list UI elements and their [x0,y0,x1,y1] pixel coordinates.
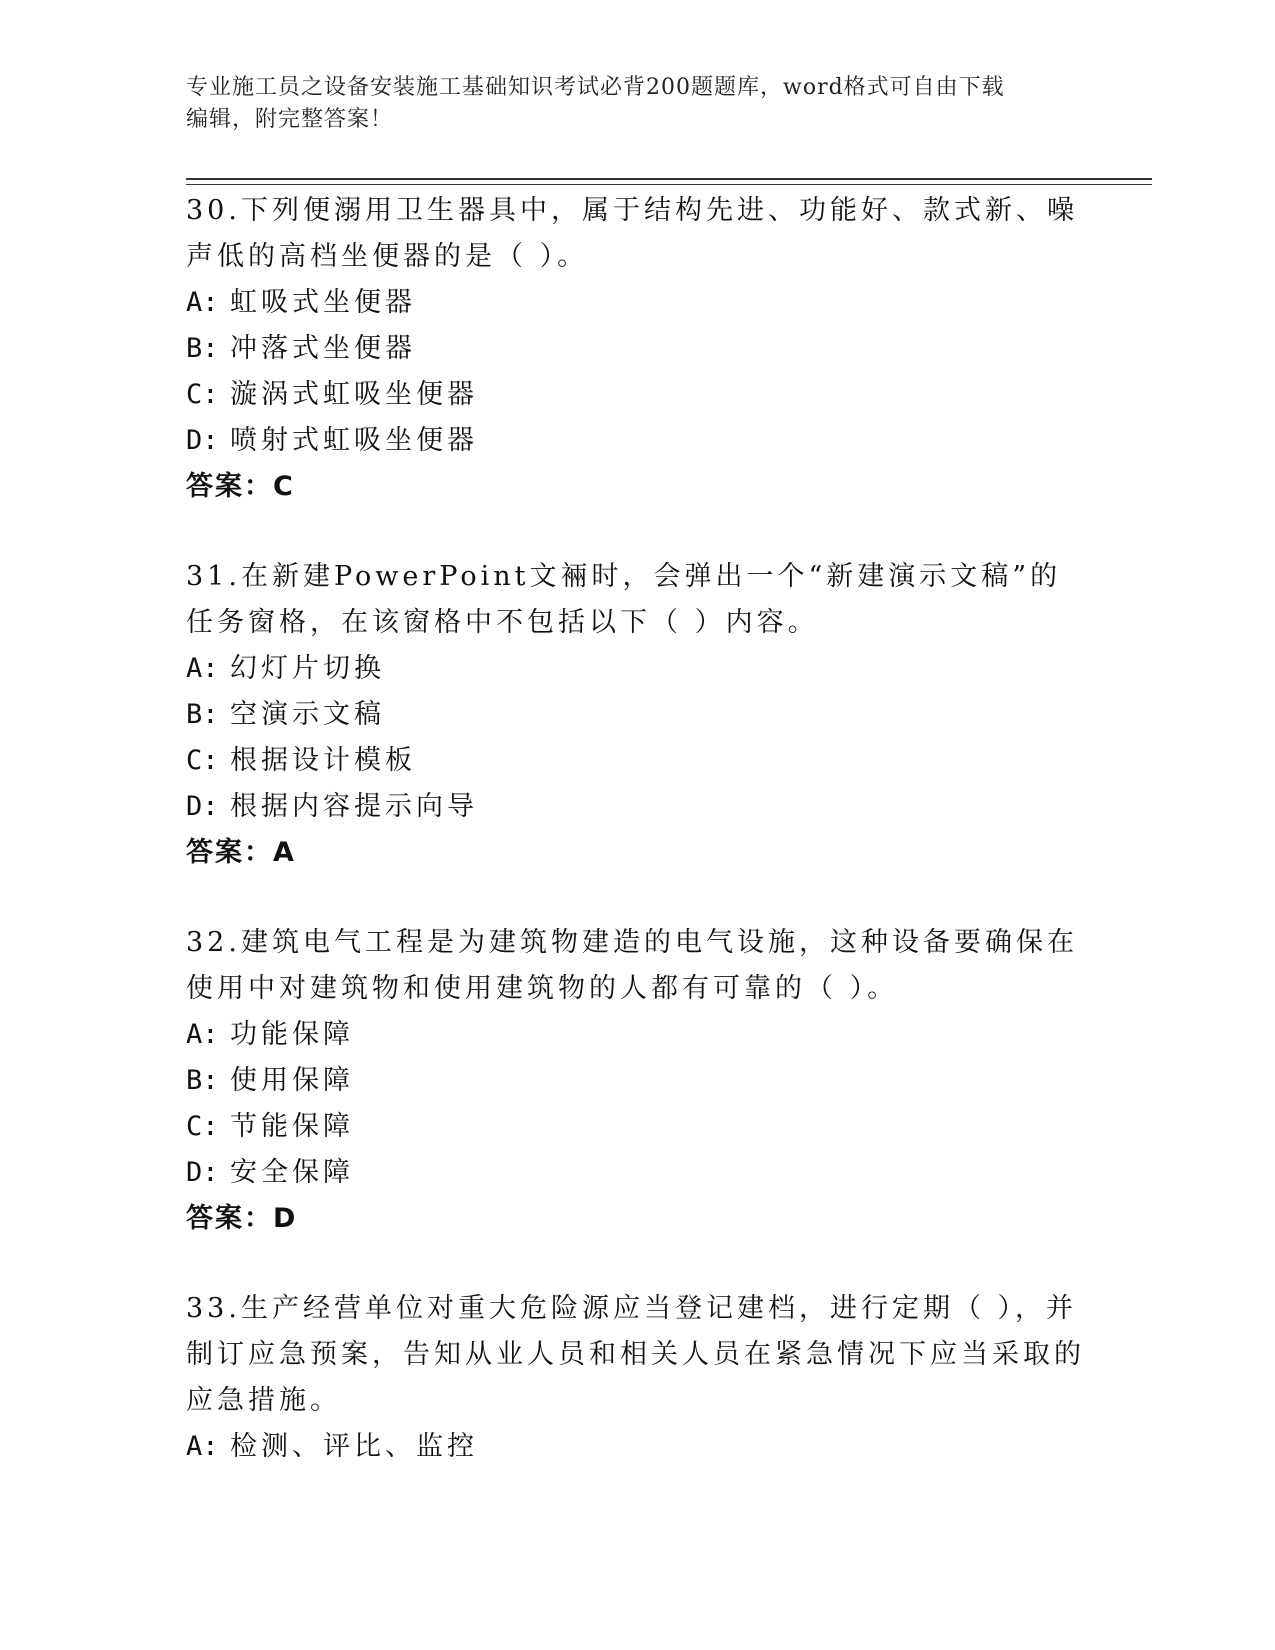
option-c [186,738,1086,784]
option-text: 根据内容提示向导 [230,791,478,822]
option-text: 喷射式虹吸坐便器 [230,425,478,456]
option-b [186,692,1086,738]
question-stem: 32.建筑电气工程是为建筑物建造的电气设施，这种设备要确保在使用中对建筑物和使用建筑物的人都有可靠的（ ）。 [186,927,1078,1004]
document-header [186,72,1066,136]
answer: 答案：A [186,837,296,868]
option-a [186,1012,1086,1058]
question-30 [186,188,1086,510]
question-stem: 31.在新建PowerPoint文裲时，会弹出一个“新建演示文稿”的任务窗格，在该窗格中不包括以下（ ）内容。 [186,561,1062,638]
option-letter: B: [186,1065,219,1096]
option-letter: A: [186,287,219,318]
option-c [186,1104,1086,1150]
option-d [186,418,1086,464]
header-line-1: 专业施工员之设备安装施工基础知识考试必背200题题库，word格式可自由下载 [186,75,1005,100]
header-rule-thin [186,184,1152,185]
answer: 答案：D [186,1203,298,1234]
option-b [186,1058,1086,1104]
option-letter: D: [186,791,219,822]
option-letter: B: [186,333,219,364]
option-text: 安全保障 [230,1157,354,1188]
option-d [186,1150,1086,1196]
question-32 [186,920,1086,1242]
question-stem: 30.下列便溺用卫生器具中，属于结构先进、功能好、款式新、噪声低的高档坐便器的是（ ）。 [186,195,1078,272]
option-c [186,372,1086,418]
option-text: 检测、评比、监控 [230,1431,478,1462]
option-text: 根据设计模板 [230,745,416,776]
option-text: 冲落式坐便器 [230,333,416,364]
option-b [186,326,1086,372]
option-text: 功能保障 [230,1019,354,1050]
header-line-2: 编辑，附完整答案！ [186,107,394,132]
answer: 答案：C [186,471,295,502]
option-letter: A: [186,653,219,684]
option-text: 虹吸式坐便器 [230,287,416,318]
question-31 [186,554,1086,876]
option-letter: A: [186,1431,219,1462]
option-letter: D: [186,425,219,456]
option-text: 节能保障 [230,1111,354,1142]
option-a [186,1424,1086,1470]
option-letter: B: [186,699,219,730]
option-letter: C: [186,1111,219,1142]
question-33 [186,1286,1086,1470]
option-a [186,280,1086,326]
option-d [186,784,1086,830]
question-list [186,188,1086,1514]
option-a [186,646,1086,692]
question-stem: 33.生产经营单位对重大危险源应当登记建档，进行定期（ ），并制订应急预案，告知从业人员和相关人员在紧急情况下应当采取的应急措施。 [186,1293,1085,1416]
header-rule-thick [186,178,1152,180]
option-text: 漩涡式虹吸坐便器 [230,379,478,410]
option-letter: C: [186,379,219,410]
option-letter: A: [186,1019,219,1050]
option-text: 空演示文稿 [230,699,385,730]
option-letter: C: [186,745,219,776]
option-text: 幻灯片切换 [230,653,385,684]
option-letter: D: [186,1157,219,1188]
option-text: 使用保障 [230,1065,354,1096]
